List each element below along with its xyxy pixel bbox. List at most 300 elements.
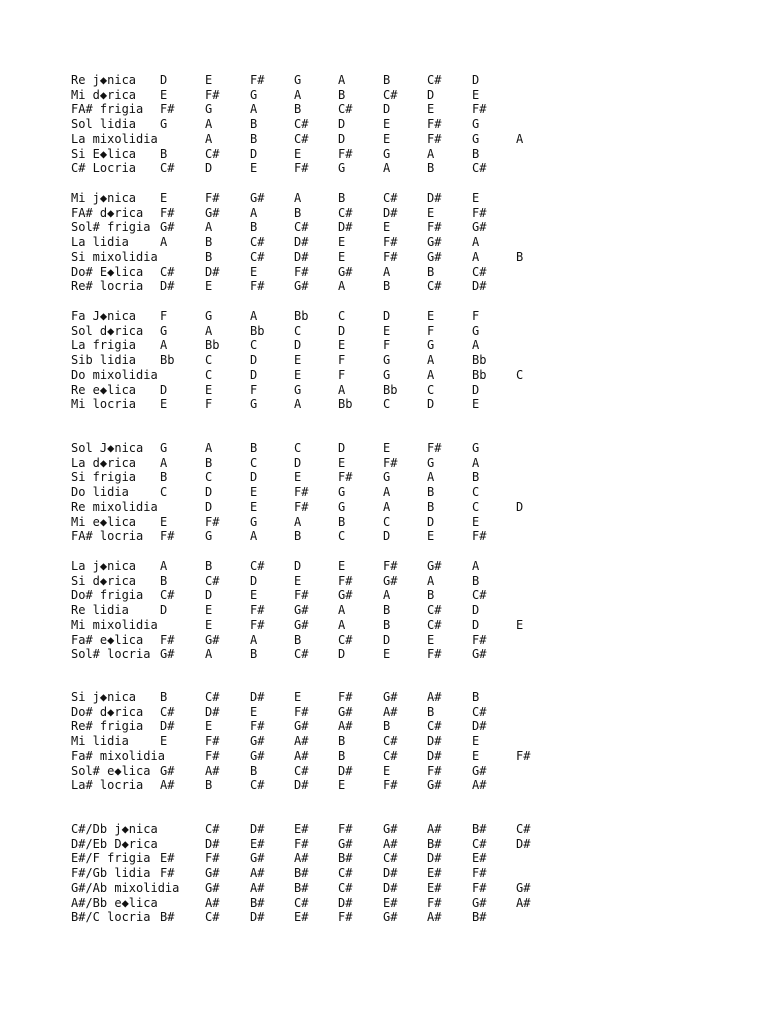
scale-note: C# [383,734,398,749]
scale-note: A [472,235,480,250]
scale-note: E [427,529,435,544]
scale-note: E [472,748,480,763]
scale-note: E [294,690,302,704]
scale-row [0,73,768,88]
scale-note: A [383,499,391,514]
scale-note: D [294,559,302,573]
scale-note: G# [294,279,309,294]
mode-root-note: C [160,485,168,500]
scale-note: G# [427,778,442,793]
scale-note: E [294,353,302,368]
scale-note: C# [472,264,487,279]
scale-note: A [250,309,258,323]
scale-note: A# [383,704,398,719]
scale-note: B [294,529,302,544]
scale-note: G [472,441,480,455]
scale-note: F# [472,529,487,544]
scale-note: G# [516,880,531,895]
scale-note: F# [338,910,353,925]
scale-note: D [250,146,258,161]
scale-row [0,749,768,764]
mode-name: Sol J◆nica [71,441,144,455]
mode-root-note: E [160,87,168,102]
scale-row [0,206,768,221]
mode-root-note: C# [160,264,175,279]
mode-root-note: F [160,309,168,323]
scale-note: E [472,191,480,205]
scale-note: D [250,470,258,485]
scale-note: G# [294,617,309,632]
scale-note: E [383,117,391,132]
scale-note: C [427,382,435,397]
scale-note: B [338,734,346,749]
mode-root-note: C# [160,704,175,719]
scale-note: D [383,632,391,647]
scale-note: E [250,588,258,603]
mode-name: A#/Bb e◆lica [71,895,158,910]
mode-root-note: F# [160,205,175,220]
scale-note: G# [427,235,442,250]
scale-row [0,822,768,837]
mode-name: Sol# frigia [71,220,151,235]
scale-row [0,324,768,339]
scale-note: C [338,529,346,544]
scale-note: G [427,338,435,353]
scale-note: C# [383,851,398,866]
scale-note: B [250,763,258,778]
scale-row [0,220,768,235]
scale-note: A [205,441,213,455]
scale-row [0,147,768,162]
scale-note: D [250,367,258,382]
scale-row [0,574,768,589]
scale-note: F# [383,559,398,573]
scale-note: F# [294,836,309,851]
scale-note: B [250,647,258,662]
scale-note: A [472,455,480,470]
scale-note: E# [250,836,265,851]
scale-note: D [472,603,480,618]
mode-root-note: A [160,455,168,470]
mode-root-note: D# [160,279,175,294]
mode-name: La lidia [71,235,129,250]
scale-note: B [427,161,435,176]
scale-note: D [294,338,302,353]
scale-note: B [383,617,391,632]
scale-note: C# [472,704,487,719]
scale-note: D# [294,249,309,264]
scale-note: G# [250,191,265,205]
scale-note: C# [516,822,531,836]
scale-note: B [383,279,391,294]
scale-note: C# [205,146,220,161]
scale-note: E [250,264,258,279]
scale-note: G [427,455,435,470]
mode-name: FA# d◆rica [71,205,144,220]
scale-note: G# [205,866,220,881]
scale-note: E [205,617,213,632]
mode-name: Re mixolidia [71,499,158,514]
scale-note: G# [338,704,353,719]
scale-note: D# [205,264,220,279]
scale-note: B [427,704,435,719]
scale-note: C# [205,910,220,925]
mode-name: C#/Db j◆nica [71,822,158,836]
scale-note: G [250,87,258,102]
scale-note: D# [383,866,398,881]
scale-row [0,102,768,117]
mode-name: Si frigia [71,470,137,485]
scale-note: B [205,455,213,470]
mode-root-note: B [160,470,168,485]
scale-note: F# [383,235,398,250]
mode-name: La# locria [71,778,144,793]
scale-note: G [294,382,302,397]
scale-note: B# [250,895,265,910]
scale-note: G# [383,690,398,704]
scale-note: A [383,485,391,500]
scale-note: G# [472,763,487,778]
scale-note: A [338,617,346,632]
scale-note: B# [338,851,353,866]
scale-row [0,910,768,925]
scale-note: G# [250,734,265,749]
scale-note: C# [205,822,220,836]
mode-root-note: G# [160,647,175,662]
scale-note: A# [472,778,487,793]
scale-note: E [427,102,435,117]
scale-note: A# [205,895,220,910]
scale-note: F# [472,880,487,895]
scale-note: C [205,470,213,485]
scale-note: F# [250,617,265,632]
scale-note: C# [250,559,265,573]
scale-note: B# [294,866,309,881]
scale-note: A# [205,763,220,778]
scale-note: C [472,499,480,514]
scale-note: A [427,367,435,382]
scale-note: F# [383,778,398,793]
scale-note: E [383,131,391,146]
scale-note: B [250,220,258,235]
scale-note: C# [383,191,398,205]
scale-note: D# [294,235,309,250]
scale-note: A [472,338,480,353]
mode-root-note: E [160,397,168,412]
scale-note: C# [294,117,309,132]
scale-row [0,132,768,147]
scale-note: C [383,514,391,529]
scale-note: E [294,367,302,382]
scale-note: A# [294,851,309,866]
scale-row [0,837,768,852]
scale-note: E [250,704,258,719]
scale-note: E [294,470,302,485]
scale-note: B [294,102,302,117]
scale-note: F# [294,485,309,500]
scale-note: Bb [205,338,220,353]
mode-root-note: C# [160,588,175,603]
scale-note: D [338,647,346,662]
scale-note: C# [250,778,265,793]
scale-note: A [383,588,391,603]
scale-note: C [294,323,302,338]
scale-note: G# [338,588,353,603]
scale-row [0,588,768,603]
scale-note: A# [338,719,353,734]
scale-note: C# [472,161,487,176]
scale-note: C# [294,220,309,235]
scale-note: A [338,382,346,397]
scale-note: C# [338,866,353,881]
scale-note: Bb [338,397,353,412]
scale-note: A [294,514,302,529]
mode-root-note: A [160,559,168,573]
scale-note: B [516,249,524,264]
scale-note: E# [383,895,398,910]
scale-note: E [294,573,302,588]
scale-note: F# [338,470,353,485]
mode-name: Do# frigia [71,588,144,603]
scale-note: A# [516,895,531,910]
scale-note: F# [250,279,265,294]
scale-note: F [338,367,346,382]
scale-note: D# [427,734,442,749]
scale-note: C [294,441,302,455]
mode-root-note: E [160,191,168,205]
scale-note: C# [294,895,309,910]
scale-note: F# [472,632,487,647]
scale-note: B [338,191,346,205]
scale-note: F# [250,603,265,618]
scale-note: F# [472,102,487,117]
mode-name: B#/C locria [71,910,151,925]
scale-note: G# [205,632,220,647]
scale-note: F# [205,748,220,763]
scale-note: C# [294,131,309,146]
scale-note: C# [338,102,353,117]
scale-note: F [338,353,346,368]
scale-row [0,719,768,734]
scale-note: D# [516,836,531,851]
mode-name: G#/Ab mixolidia [71,880,180,895]
scale-note: Bb [472,353,487,368]
scale-note: B# [427,836,442,851]
scale-note: G# [205,205,220,220]
scale-note: G [383,470,391,485]
mode-root-note: E [160,514,168,529]
scale-note: B [338,748,346,763]
scale-note: F# [427,441,442,455]
scale-note: C# [427,603,442,618]
scale-note: E# [427,866,442,881]
scale-row [0,881,768,896]
scale-note: G# [427,249,442,264]
scale-note: C# [427,617,442,632]
mode-root-note: D [160,73,168,87]
scale-note: F# [427,117,442,132]
scale-row [0,279,768,294]
mode-root-note: G [160,117,168,132]
mode-root-note: D# [160,719,175,734]
scale-note: A [250,205,258,220]
scale-note: A# [250,880,265,895]
scale-note: G# [383,822,398,836]
scale-note: B [205,235,213,250]
scale-note: F# [516,748,531,763]
scale-note: F# [338,573,353,588]
scale-note: F [472,309,480,323]
mode-name: La j◆nica [71,559,137,573]
mode-name: D#/Eb D◆rica [71,836,158,851]
mode-name: Re e◆lica [71,382,137,397]
scale-note: F# [427,131,442,146]
mode-name: FA# frigia [71,102,144,117]
scale-note: D# [205,836,220,851]
scale-note: E [338,455,346,470]
scale-note: C [250,338,258,353]
scale-note: B [383,73,391,87]
scale-row [0,88,768,103]
mode-name: La mixolidia [71,131,158,146]
scale-note: C# [472,836,487,851]
scale-row [0,734,768,749]
scale-note: F# [427,220,442,235]
mode-name: Sol# e◆lica [71,763,151,778]
scale-note: D [427,514,435,529]
scale-note: F# [294,161,309,176]
mode-root-note: F# [160,102,175,117]
scale-row [0,529,768,544]
mode-root-note: Bb [160,353,175,368]
scale-note: F# [205,851,220,866]
scale-note: E# [294,822,309,836]
scale-note: G [383,353,391,368]
scale-note: A [338,603,346,618]
mode-name: Do# d◆rica [71,704,144,719]
mode-root-note: G [160,323,168,338]
scale-note: B [383,603,391,618]
scale-note: A# [427,910,442,925]
scale-note: E [383,763,391,778]
mode-root-note: E [160,734,168,749]
mode-name: Sib lidia [71,353,137,368]
mode-name: E#/F frigia [71,851,151,866]
scale-note: A [250,102,258,117]
scale-note: D [205,499,213,514]
scale-note: E [250,485,258,500]
scale-note: B [205,778,213,793]
mode-name: Re# locria [71,279,144,294]
scale-note: F# [205,514,220,529]
scale-note: C [205,353,213,368]
scale-note: E [250,161,258,176]
scale-note: Bb [383,382,398,397]
mode-root-note: D [160,382,168,397]
scale-row [0,778,768,793]
scale-note: D# [472,279,487,294]
mode-name: Sol# locria [71,647,151,662]
scale-note: D [338,323,346,338]
scale-note: B [427,588,435,603]
scale-note: G [472,117,480,132]
scale-note: F# [427,895,442,910]
scale-note: G [472,323,480,338]
scale-note: B [250,441,258,455]
scale-note: B [383,719,391,734]
scale-note: A [427,146,435,161]
scale-note: E# [427,880,442,895]
scale-row [0,397,768,412]
scale-row [0,161,768,176]
scale-note: D# [250,822,265,836]
scale-note: E [383,220,391,235]
mode-root-note: A [160,235,168,250]
scale-note: A [427,470,435,485]
scale-note: C# [338,632,353,647]
scale-row [0,618,768,633]
scale-note: E [205,73,213,87]
scale-note: G# [383,910,398,925]
scale-note: D [472,73,480,87]
mode-root-note: C# [160,161,175,176]
scale-note: E [205,382,213,397]
scale-note: C# [472,588,487,603]
scale-note: A [338,73,346,87]
scale-note: A [205,117,213,132]
scale-note: B# [294,880,309,895]
scale-note: C# [338,205,353,220]
scale-row [0,235,768,250]
mode-name: Sol lidia [71,117,137,132]
scale-note: A# [294,748,309,763]
scale-note: C [383,397,391,412]
scale-note: D# [472,719,487,734]
scale-note: C# [383,748,398,763]
scale-note: C# [250,235,265,250]
scale-row [0,456,768,471]
scale-row [0,309,768,324]
scale-note: C# [427,719,442,734]
scale-note: C# [205,573,220,588]
scale-note: D# [250,910,265,925]
scale-note: D# [427,851,442,866]
scale-note: G# [383,573,398,588]
scale-note: F# [250,73,265,87]
scale-note: G [338,485,346,500]
scale-note: D# [294,778,309,793]
scale-note: D [205,485,213,500]
mode-name: Re# frigia [71,719,144,734]
scale-note: E [472,514,480,529]
scale-note: E [472,397,480,412]
mode-name: Fa# e◆lica [71,632,144,647]
scale-note: G# [338,264,353,279]
scale-note: E [338,235,346,250]
scale-note: C [338,309,346,323]
scale-row [0,515,768,530]
scale-note: D# [427,191,442,205]
mode-name: Si d◆rica [71,573,137,588]
scale-note: D [338,131,346,146]
mode-root-note: E# [160,851,175,866]
scale-note: C# [294,647,309,662]
scale-note: B [472,470,480,485]
scale-note: Bb [294,309,309,323]
scale-row [0,485,768,500]
scale-note: F# [338,146,353,161]
mode-name: Mi mixolidia [71,617,158,632]
